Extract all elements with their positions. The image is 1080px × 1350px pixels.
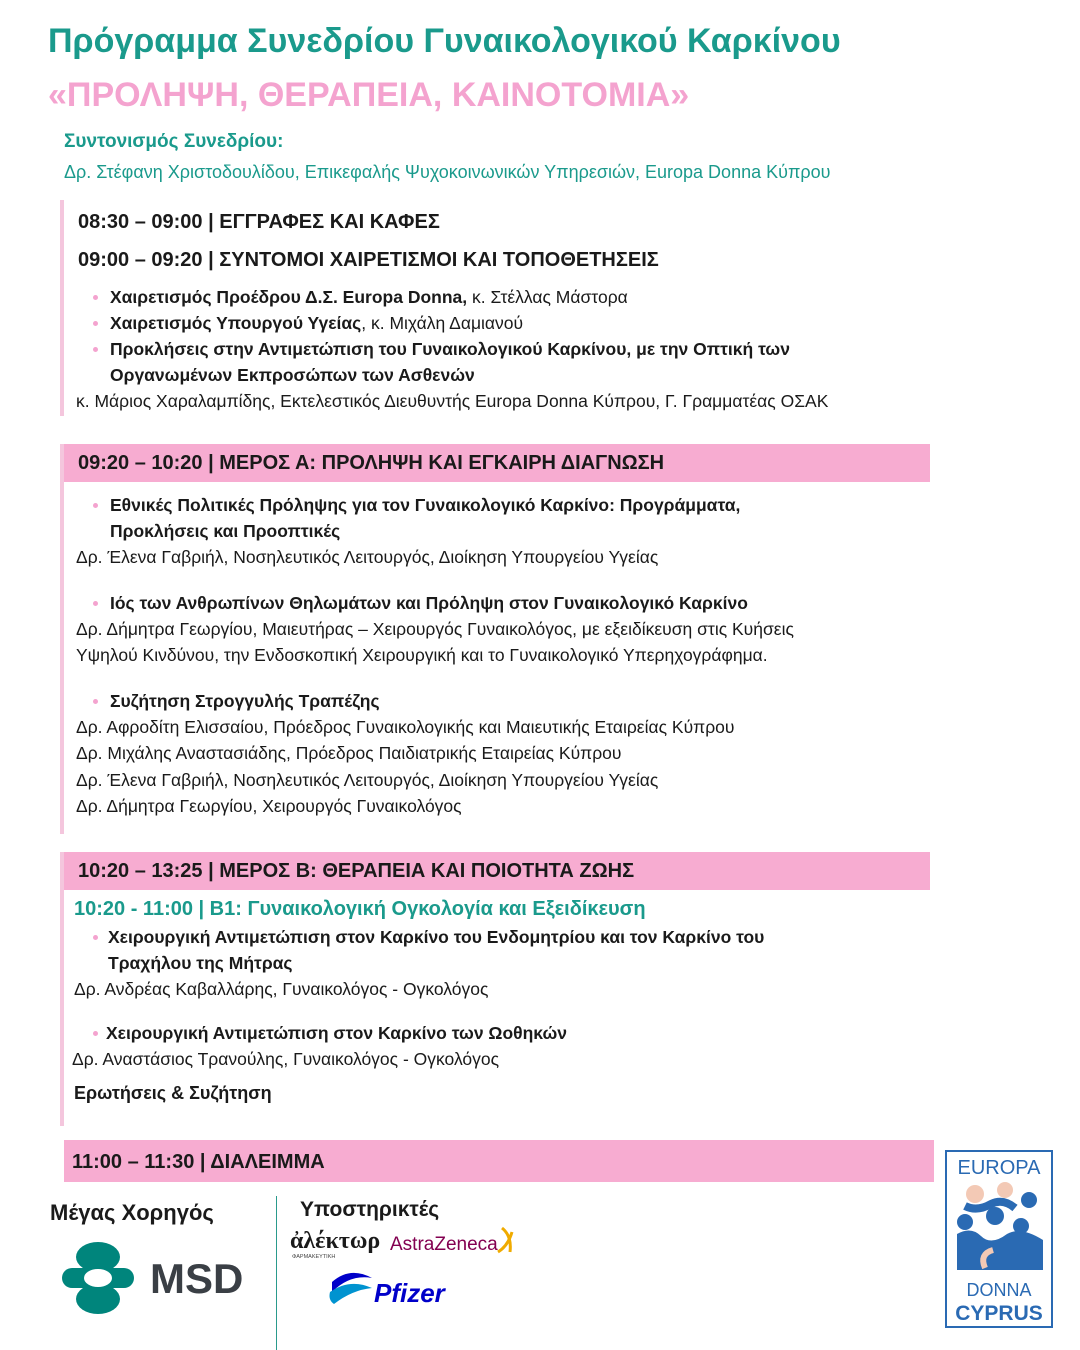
pfizer-helix-icon: [330, 1273, 373, 1304]
speaker: Δρ. Έλενα Γαβριήλ, Νοσηλευτικός Λειτουργός, Διοίκηση Υπουργείου Υγείας: [76, 769, 659, 790]
speaker: Δρ. Έλενα Γαβριήλ, Νοσηλευτικός Λειτουργός, Διοίκηση Υπουργείου Υγείας: [76, 547, 659, 567]
puzzle-figures-icon: [953, 1180, 1045, 1276]
item-person: κ. Στέλλας Μάστορα: [467, 287, 628, 307]
part-b-section: [60, 852, 930, 1126]
qa-label: Ερωτήσεις & Συζήτηση: [74, 1083, 272, 1103]
europa-text: EUROPA: [957, 1157, 1041, 1179]
speaker: κ. Μάριος Χαραλαμπίδης, Εκτελεστικός Διευθυντής Europa Donna Κύπρου, Γ. Γραμματέας ΟΣΑΚ: [76, 391, 829, 411]
speaker: Δρ. Δήμητρα Γεωργίου, Χειρουργός Γυναικολόγος: [76, 796, 462, 816]
page-title: Πρόγραμμα Συνεδρίου Γυναικολογικού Καρκίνου: [48, 22, 841, 60]
speaker: Δρ. Μιχάλης Αναστασιάδης, Πρόεδρος Παιδιατρικής Εταιρείας Κύπρου: [76, 743, 622, 763]
speaker: Υψηλού Κινδύνου, την Ενδοσκοπική Χειρουργική και το Γυναικολογικό Υπερηχογράφημα.: [76, 645, 768, 665]
speaker: Δρ. Ανδρέας Καβαλλάρης, Γυναικολόγος - Ογκολόγος: [74, 979, 489, 999]
footer-divider: [276, 1196, 277, 1350]
list-item: [64, 688, 930, 714]
item-title: Χαιρετισμός Προέδρου Δ.Σ. Europa Donna,: [110, 287, 468, 307]
coordination-label: Συντονισμός Συνεδρίου:: [64, 131, 284, 152]
item-title-line: Τραχήλου της Μήτρας: [108, 953, 293, 973]
opening-section: [60, 200, 930, 416]
msd-logo: [62, 1240, 262, 1316]
item-title-line: Προκλήσεις και Προοπτικές: [110, 521, 341, 541]
alektor-wordmark: ἀλέκτωρ: [290, 1228, 381, 1254]
list-item: [64, 492, 930, 544]
registration-header: 08:30 – 09:00 | ΕΓΓΡΑΦΕΣ ΚΑΙ ΚΑΦΕΣ: [78, 211, 440, 233]
item-title-line: Χειρουργική Αντιμετώπιση στον Καρκίνο του Ενδομητρίου και τον Καρκίνο του: [108, 927, 765, 947]
msd-wordmark: MSD: [150, 1255, 244, 1302]
list-item: [64, 284, 930, 310]
part-a-section: [60, 444, 930, 834]
item-title: Συζήτηση Στρογγυλής Τραπέζης: [110, 690, 380, 711]
astrazeneca-wordmark: AstraZeneca: [390, 1234, 498, 1255]
cyprus-text: CYPRUS: [955, 1302, 1043, 1325]
alektor-subtitle: ΦΑΡΜΑΚΕΥΤΙΚΗ: [292, 1254, 336, 1260]
astrazeneca-symbol-icon: [498, 1228, 512, 1252]
list-item: [64, 310, 930, 336]
break-section: [64, 1140, 934, 1182]
break-header: 11:00 – 11:30 | ΔΙΑΛΕΙΜΜΑ: [64, 1140, 934, 1182]
part-b1-subheader: 10:20 - 11:00 | Β1: Γυναικολογική Ογκολογία και Εξειδίκευση: [74, 898, 646, 920]
item-title: Χαιρετισμός Υπουργού Υγείας: [110, 313, 362, 333]
greetings-header: 09:00 – 09:20 | ΣΥΝΤΟΜΟΙ ΧΑΙΡΕΤΙΣΜΟΙ ΚΑΙ ΤΟΠΟΘΕΤΗΣΕΙΣ: [78, 249, 659, 271]
list-item: [64, 590, 930, 616]
item-title-line: Οργανωμένων Εκπροσώπων των Ασθενών: [110, 365, 475, 385]
speaker: Δρ. Αναστάσιος Τρανούλης, Γυναικολόγος - Ογκολόγος: [72, 1048, 500, 1069]
europa-donna-cyprus-logo: [945, 1150, 1053, 1328]
list-item: [64, 336, 930, 388]
page-subtitle: «ΠΡΟΛΗΨΗ, ΘΕΡΑΠΕΙΑ, ΚΑΙΝΟΤΟΜΙΑ»: [48, 76, 690, 114]
item-title: Ιός των Ανθρωπίνων Θηλωμάτων και Πρόληψη στον Γυναικολογικό Καρκίνο: [110, 592, 748, 613]
speaker: Δρ. Δήμητρα Γεωργίου, Μαιευτήρας – Χειρουργός Γυναικολόγος, με εξειδίκευση στις Κυήσεις: [76, 618, 794, 639]
pfizer-wordmark: Pfizer: [374, 1278, 445, 1308]
item-person: , κ. Μιχάλη Δαμιανού: [361, 313, 524, 333]
speaker: Δρ. Αφροδίτη Ελισσαίου, Πρόεδρος Γυναικολογικής και Μαιευτικής Εταιρείας Κύπρου: [76, 716, 735, 737]
donna-text: DONNA: [966, 1280, 1032, 1300]
main-sponsor-label: Μέγας Χορηγός: [50, 1200, 214, 1225]
coordination-block: [64, 131, 830, 183]
list-item: [64, 1020, 930, 1046]
part-b-header: 10:20 – 13:25 | ΜΕΡΟΣ Β: ΘΕΡΑΠΕΙΑ ΚΑΙ ΠΟΙΟΤΗΤΑ ΖΩΗΣ: [64, 852, 930, 890]
part-a-header: 09:20 – 10:20 | ΜΕΡΟΣ Α: ΠΡΟΛΗΨΗ ΚΑΙ ΕΓΚΑΙΡΗ ΔΙΑΓΝΩΣΗ: [64, 444, 930, 482]
item-title-line: Προκλήσεις στην Αντιμετώπιση του Γυναικολογικού Καρκίνου, με την Οπτική των: [110, 339, 790, 359]
alektor-astrazeneca-logos: [290, 1222, 530, 1262]
coordination-person: Δρ. Στέφανη Χριστοδουλίδου, Επικεφαλής Ψυχοκοινωνικών Υπηρεσιών, Europa Donna Κύπρου: [64, 162, 831, 182]
supporters-label: Υποστηρικτές: [300, 1198, 440, 1221]
item-title: Χειρουργική Αντιμετώπιση στον Καρκίνο των Ωοθηκών: [106, 1022, 567, 1043]
item-title-line: Εθνικές Πολιτικές Πρόληψης για τον Γυναικολογικό Καρκίνο: Προγράμματα,: [110, 495, 741, 515]
pfizer-logo: [328, 1262, 458, 1314]
list-item: [64, 924, 930, 976]
